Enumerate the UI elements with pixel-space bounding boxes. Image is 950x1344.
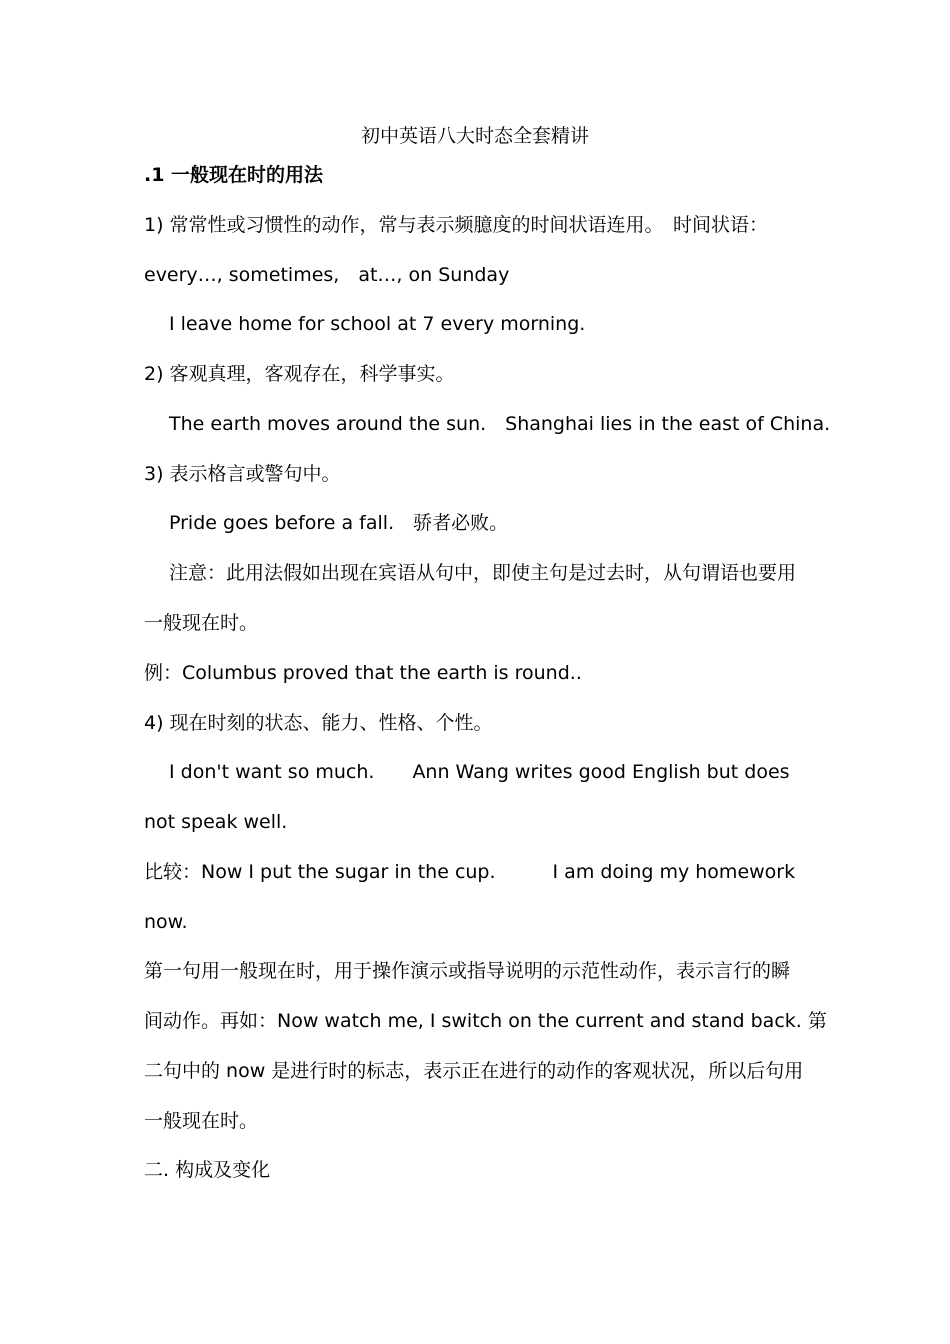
section-heading: .1 一般现在时的用法 <box>144 164 324 186</box>
note-line-1: 注意：此用法假如出现在宾语从句中，即使主句是过去时，从句谓语也要用 <box>169 562 797 584</box>
example-1: I leave home for school at 7 every morning. <box>169 313 586 335</box>
example-3: Pride goes before a fall. 骄者必败。 <box>169 512 509 534</box>
time-adverbials: every…, sometimes, at…, on Sunday <box>144 264 510 286</box>
explain-line-3: 二句中的 now 是进行时的标志，表示正在进行的动作的客观状况，所以后句用 <box>144 1060 804 1082</box>
note-line-2: 一般现在时。 <box>144 612 259 634</box>
note-example: 例：Columbus proved that the earth is round.. <box>144 662 582 684</box>
document-title: 初中英语八大时态全套精讲 <box>360 125 589 147</box>
explain-line-2: 间动作。再如：Now watch me, I switch on the current and stand back. 第 <box>144 1010 827 1032</box>
section-2-heading: 二. 构成及变化 <box>144 1159 271 1181</box>
usage-1: 1) 常常性或习惯性的动作，常与表示频臆度的时间状语连用。 时间状语： <box>144 214 769 236</box>
explain-line-1: 第一句用一般现在时，用于操作演示或指导说明的示范性动作，表示言行的瞬 <box>144 960 791 982</box>
compare-line-2: now. <box>144 911 188 933</box>
example-2: The earth moves around the sun. Shanghai lies in the east of China. <box>169 413 831 435</box>
usage-4: 4) 现在时刻的状态、能力、性格、个性。 <box>144 712 493 734</box>
compare-line-1: 比较：Now I put the sugar in the cup. I am doing my homework <box>144 861 796 883</box>
example-4-line-1: I don't want so much. Ann Wang writes good English but does <box>169 761 790 783</box>
explain-line-4: 一般现在时。 <box>144 1110 259 1132</box>
usage-2: 2) 客观真理，客观存在，科学事实。 <box>144 363 455 385</box>
usage-3: 3) 表示格言或警句中。 <box>144 463 341 485</box>
example-4-line-2: not speak well. <box>144 811 288 833</box>
